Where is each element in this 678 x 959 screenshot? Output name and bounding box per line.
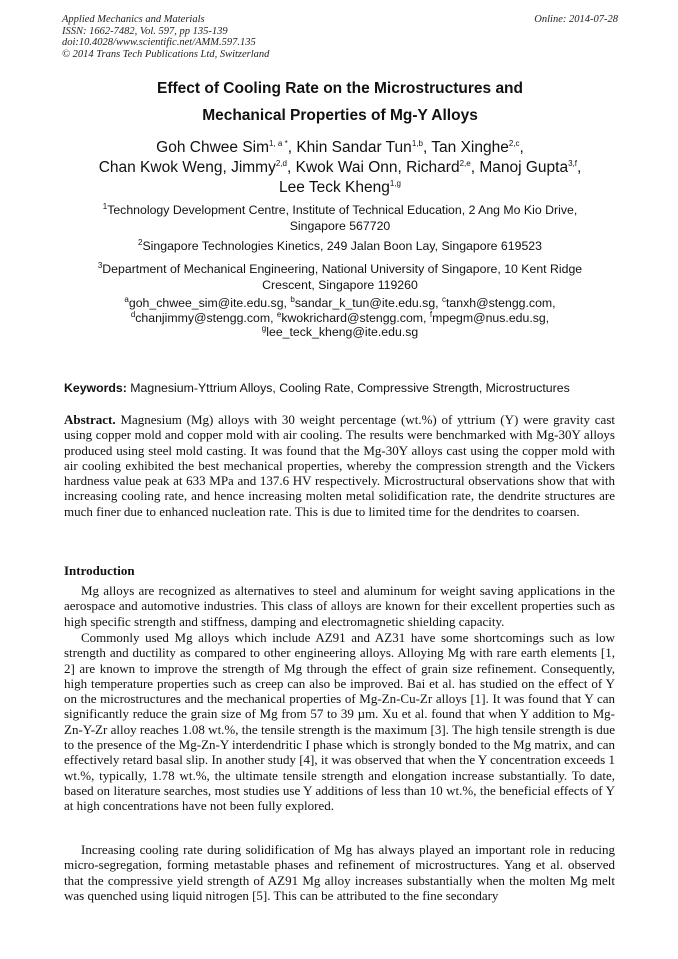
affiliation-text-cont: Crescent, Singapore 119260 [262,278,418,292]
paper-title-line-2: Mechanical Properties of Mg-Y Alloys [202,107,478,124]
affiliation-text: Technology Development Centre, Institute of Technical Education, 2 Ang Mo Kio Drive, [107,203,578,217]
email-link[interactable]: kwokrichard@stengg.com, [281,310,430,325]
author-name: Chan Kwok Weng, Jimmy [98,159,276,176]
email-link[interactable]: goh_chwee_sim@ite.edu.sg, [128,296,291,310]
author-sep: , [287,139,297,156]
author-sup: 1,g [389,178,401,188]
affiliation-1 [62,202,618,234]
email-sup: c [442,294,447,304]
author-sup: 2,c [508,138,520,148]
journal-header [62,14,618,60]
affiliation-text: Singapore Technologies Kinetics, 249 Jalan Boon Lay, Singapore 619523 [142,239,542,253]
email-link[interactable]: tanxh@stengg.com, [446,296,556,310]
affiliation-number: 2 [138,237,143,247]
keywords-label: Keywords: [64,381,127,395]
email-sup: e [276,309,282,319]
affiliation-text: Department of Mechanical Engineering, National University of Singapore, 10 Kent Ridge [102,262,583,276]
author-sup: 2,e [459,158,471,168]
email-link[interactable]: sandar_k_tun@ite.edu.sg, [294,296,443,310]
journal-name: Applied Mechanics and Materials [62,14,205,25]
author-sep: , [470,159,480,176]
author-name: Tan Xinghe [431,139,509,156]
author-sup: 1,b [411,138,423,148]
keywords-text: Magnesium-Yttrium Alloys, Cooling Rate, Compressive Strength, Microstructures [126,381,570,395]
affiliation-3 [62,261,618,293]
author-sup: 2,d [275,158,287,168]
email-sup: f [429,309,433,319]
author-name: Manoj Gupta [479,159,569,176]
intro-paragraph-1: Mg alloys are recognized as alternatives to steel and aluminum for weight saving applications in the aerospace and automotive industries. This class of alloys are known for their excellent properties such as high specific strength and stiffness, damping and electromagnetic shielding capacity. [64,583,615,629]
email-sup: a [124,294,129,304]
author-name: Kwok Wai Onn, Richard [295,159,460,176]
author-line-1 [62,138,618,158]
author-list [62,138,618,198]
email-sup: b [290,294,295,304]
abstract-label: Abstract. [64,412,116,427]
email-sup: g [261,323,267,333]
intro-paragraph-2: Commonly used Mg alloys which include AZ91 and AZ31 have some shortcomings such as low strength and ductility as compared to other engineering alloys. Alloying Mg with rare earth elements [1, 2] are known to improve the strength of Mg through the effect of grain size refinement. Consequently, high temperature properties such as creep can also be improved. Bai et al. has studied on the effect of Y on the microstructures and the mechanical properties of Mg-Zn-Cu-Zr alloys [1]. It was found that Y can significantly reduce the grain size of Mg from 57 to 39 µm. Xu et al. found that when Y addition to Mg-Zn-Y-Zr alloy reaches 1.08 wt.%, the tensile strength is the maximum [3]. The high tensile strength is due to the presence of the Mg-Zn-Y interdendritic I phase which is strongly bonded to the Mg matrix, and can effectively retard basal slip. In another study [4], it was observed that when the Y concentration exceeds 1 wt.%, typically, 1.78 wt.%, the ultimate tensile strength and elongation increase substantially. To date, based on literature searches, most studies use Y additions of less than 10 wt.%, the beneficial effects of Y at high concentrations have not been fully explored. [64,630,615,814]
author-sep: , [519,139,524,156]
paper-title-line-1: Effect of Cooling Rate on the Microstructures and [157,80,523,97]
abstract [64,412,615,519]
keywords [64,381,620,395]
author-sep: , [576,159,582,176]
affiliation-number: 3 [97,260,103,270]
author-sep: , [286,159,296,176]
email-link[interactable]: chanjimmy@stengg.com, [135,310,277,325]
email-list [62,296,618,340]
author-name: Lee Teck Kheng [278,179,390,196]
intro-paragraph-3: Increasing cooling rate during solidification of Mg has always played an important role in reducing micro-segregation, forming metastable phases and refinement of microstructures. Yang et al. observed that the compressive yield strength of AZ91 Mg alloy increases substantially when the molten Mg melt was quenched using liquid nitrogen [5]. This can be attributed to the fine secondary [64,842,615,903]
affiliation-number: 1 [102,201,108,211]
author-sep: , [422,139,432,156]
doi-line: doi:10.4028/www.scientific.net/AMM.597.135 [62,37,256,49]
issn-line: ISSN: 1662-7482, Vol. 597, pp 135-139 [62,25,228,37]
author-sup: 3,f [568,158,577,168]
online-date: Online: 2014-07-28 [534,14,618,25]
affiliation-2 [62,238,618,254]
abstract-text: Magnesium (Mg) alloys with 30 weight percentage (wt.%) of yttrium (Y) were gravity cast using copper mold and copper mold with air cooling. The results were benchmarked with Mg-30Y alloys produced using steel mold casting. It was found that the Mg-30Y alloys cast using the copper mold with air cooling exhibited the best mechanical properties, whereby the compression strength and the Vickers hardness value peak at 633 MPa and 137.6 HV respectively. Microstructural observations show that with increasing cooling rate, and hence increasing molten metal solidification rate, the dendrite structures are much finer due to enhanced nucleation rate. This is due to limited time for the dendrites to coarsen. [64,412,615,519]
author-name: Khin Sandar Tun [296,139,412,156]
section-heading-introduction: Introduction [64,563,135,578]
email-link[interactable]: mpegm@nus.edu.sg, [432,310,550,325]
email-sup: d [130,309,136,319]
copyright-line: © 2014 Trans Tech Publications Ltd, Switzerland [62,48,270,60]
affiliation-text-cont: Singapore 567720 [289,219,391,233]
author-sup: 1, a * [269,138,288,148]
author-line-2 [62,158,618,178]
author-name: Goh Chwee Sim [156,139,270,156]
author-line-3 [62,178,618,198]
email-link[interactable]: lee_teck_kheng@ite.edu.sg [266,325,419,339]
